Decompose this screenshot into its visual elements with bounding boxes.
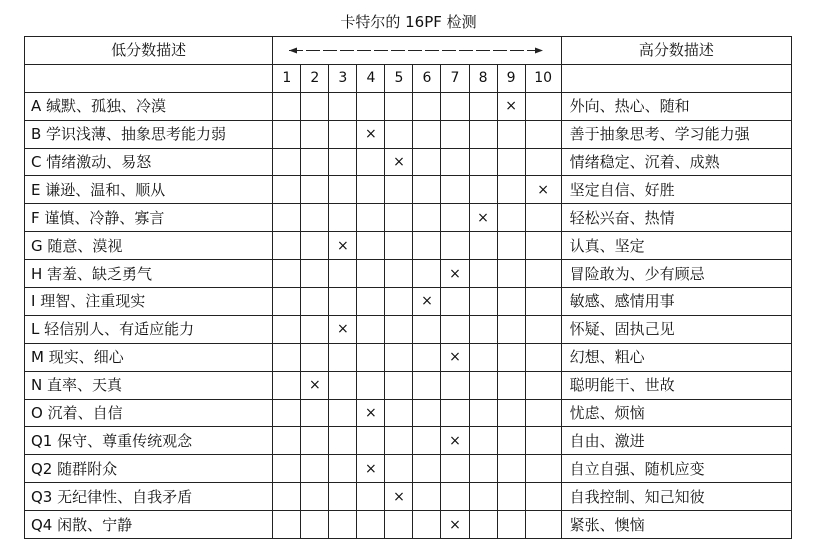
score-cell	[301, 511, 329, 539]
score-cell	[301, 148, 329, 176]
score-cell	[441, 315, 469, 343]
score-cell	[273, 148, 301, 176]
score-cell	[385, 455, 413, 483]
score-mark: ×	[441, 260, 469, 288]
score-cell	[441, 455, 469, 483]
score-cell	[273, 232, 301, 260]
score-cell	[525, 343, 561, 371]
factor-row	[25, 232, 792, 260]
low-score-description: I 理智、注重现实	[25, 288, 273, 316]
score-cell	[413, 511, 441, 539]
score-cell	[301, 288, 329, 316]
score-cell	[273, 399, 301, 427]
score-cell	[385, 427, 413, 455]
score-cell	[441, 483, 469, 511]
low-score-description: Q4 闲散、宁静	[25, 511, 273, 539]
score-cell	[525, 232, 561, 260]
score-cell	[469, 427, 497, 455]
score-cell	[497, 232, 525, 260]
high-score-description: 认真、坚定	[561, 232, 791, 260]
factor-row	[25, 511, 792, 539]
score-cell	[273, 204, 301, 232]
score-mark: ×	[357, 120, 385, 148]
high-score-description: 聪明能干、世故	[561, 371, 791, 399]
score-cell	[525, 371, 561, 399]
score-cell	[469, 371, 497, 399]
score-mark: ×	[497, 92, 525, 120]
score-cell	[497, 511, 525, 539]
high-score-description: 自由、激进	[561, 427, 791, 455]
score-cell	[273, 260, 301, 288]
high-score-description: 敏感、感情用事	[561, 288, 791, 316]
scale-number: 7	[441, 64, 469, 92]
score-cell	[525, 315, 561, 343]
score-cell	[273, 92, 301, 120]
score-cell	[525, 455, 561, 483]
score-mark: ×	[441, 511, 469, 539]
high-score-description: 怀疑、固执己见	[561, 315, 791, 343]
low-score-description: G 随意、漠视	[25, 232, 273, 260]
score-cell	[385, 204, 413, 232]
score-cell	[329, 511, 357, 539]
score-cell	[497, 399, 525, 427]
scale-number: 6	[413, 64, 441, 92]
score-cell	[441, 92, 469, 120]
low-score-description: L 轻信别人、有适应能力	[25, 315, 273, 343]
scale-number: 5	[385, 64, 413, 92]
score-cell	[441, 148, 469, 176]
score-cell	[441, 176, 469, 204]
score-cell	[385, 176, 413, 204]
score-cell	[497, 120, 525, 148]
score-cell	[441, 232, 469, 260]
score-cell	[413, 204, 441, 232]
high-score-description: 坚定自信、好胜	[561, 176, 791, 204]
factor-row	[25, 120, 792, 148]
score-cell	[385, 511, 413, 539]
score-cell	[273, 315, 301, 343]
high-score-description: 紧张、懊恼	[561, 511, 791, 539]
low-score-description: B 学识浅薄、抽象思考能力弱	[25, 120, 273, 148]
score-cell	[329, 371, 357, 399]
low-score-description: Q2 随群附众	[25, 455, 273, 483]
factor-row	[25, 176, 792, 204]
low-score-description: A 缄默、孤独、冷漠	[25, 92, 273, 120]
low-score-description: E 谦逊、温和、顺从	[25, 176, 273, 204]
score-mark: ×	[357, 399, 385, 427]
score-cell	[441, 120, 469, 148]
score-cell	[273, 511, 301, 539]
high-score-description: 自立自强、随机应变	[561, 455, 791, 483]
high-score-description: 轻松兴奋、热情	[561, 204, 791, 232]
high-score-description: 自我控制、知己知彼	[561, 483, 791, 511]
factor-row	[25, 148, 792, 176]
score-cell	[301, 483, 329, 511]
high-score-description: 善于抽象思考、学习能力强	[561, 120, 791, 148]
score-cell	[329, 204, 357, 232]
score-cell	[301, 455, 329, 483]
score-cell	[413, 232, 441, 260]
score-cell	[413, 148, 441, 176]
score-cell	[329, 148, 357, 176]
page-title: 卡特尔的 16PF 检测	[340, 13, 477, 31]
score-cell	[413, 260, 441, 288]
score-cell	[357, 288, 385, 316]
score-cell	[441, 204, 469, 232]
header-row	[25, 37, 792, 65]
score-mark: ×	[357, 455, 385, 483]
score-cell	[469, 288, 497, 316]
16pf-table	[24, 36, 792, 539]
score-cell	[469, 232, 497, 260]
score-cell	[329, 260, 357, 288]
scale-number: 3	[329, 64, 357, 92]
score-cell	[469, 483, 497, 511]
score-cell	[525, 148, 561, 176]
score-cell	[357, 232, 385, 260]
score-cell	[357, 511, 385, 539]
score-cell	[357, 343, 385, 371]
score-cell	[525, 92, 561, 120]
low-score-description: H 害羞、缺乏勇气	[25, 260, 273, 288]
score-cell	[301, 120, 329, 148]
score-cell	[385, 288, 413, 316]
score-cell	[385, 343, 413, 371]
score-cell	[469, 343, 497, 371]
score-cell	[273, 176, 301, 204]
score-cell	[385, 232, 413, 260]
score-cell	[469, 120, 497, 148]
score-cell	[301, 399, 329, 427]
score-cell	[525, 483, 561, 511]
score-cell	[497, 176, 525, 204]
score-cell	[301, 343, 329, 371]
score-cell	[497, 204, 525, 232]
score-mark: ×	[441, 343, 469, 371]
factor-row	[25, 260, 792, 288]
score-cell	[301, 315, 329, 343]
score-cell	[525, 204, 561, 232]
score-cell	[413, 315, 441, 343]
score-mark: ×	[329, 232, 357, 260]
score-cell	[385, 92, 413, 120]
low-score-header: 低分数描述	[25, 37, 273, 65]
score-cell	[329, 176, 357, 204]
score-cell	[497, 455, 525, 483]
score-cell	[301, 427, 329, 455]
low-score-description: M 现实、细心	[25, 343, 273, 371]
score-cell	[469, 176, 497, 204]
score-cell	[525, 511, 561, 539]
score-cell	[469, 260, 497, 288]
scale-number: 4	[357, 64, 385, 92]
score-cell	[413, 483, 441, 511]
score-cell	[469, 315, 497, 343]
score-cell	[357, 148, 385, 176]
score-cell	[413, 120, 441, 148]
low-score-description: F 谨慎、冷静、寡言	[25, 204, 273, 232]
score-cell	[497, 288, 525, 316]
score-cell	[357, 204, 385, 232]
score-cell	[357, 371, 385, 399]
score-cell	[413, 343, 441, 371]
factor-row	[25, 204, 792, 232]
score-cell	[329, 483, 357, 511]
score-cell	[385, 399, 413, 427]
score-mark: ×	[441, 427, 469, 455]
score-cell	[469, 455, 497, 483]
high-score-description: 外向、热心、随和	[561, 92, 791, 120]
score-cell	[497, 371, 525, 399]
score-cell	[441, 399, 469, 427]
score-cell	[441, 288, 469, 316]
score-cell	[469, 148, 497, 176]
high-score-description: 冒险敢为、少有顾忌	[561, 260, 791, 288]
score-cell	[273, 288, 301, 316]
score-cell	[329, 120, 357, 148]
scale-number: 2	[301, 64, 329, 92]
high-score-header: 高分数描述	[561, 37, 791, 65]
factor-row	[25, 455, 792, 483]
factor-row	[25, 371, 792, 399]
factor-row	[25, 483, 792, 511]
score-cell	[497, 260, 525, 288]
factor-row	[25, 399, 792, 427]
high-score-description: 忧虑、烦恼	[561, 399, 791, 427]
score-cell	[413, 92, 441, 120]
score-cell	[497, 315, 525, 343]
score-cell	[273, 343, 301, 371]
score-cell	[497, 343, 525, 371]
score-cell	[329, 288, 357, 316]
factor-row	[25, 315, 792, 343]
score-cell	[385, 315, 413, 343]
score-mark: ×	[385, 483, 413, 511]
double-arrow-icon	[273, 37, 561, 64]
score-cell	[357, 315, 385, 343]
scale-number: 9	[497, 64, 525, 92]
score-cell	[273, 120, 301, 148]
score-cell	[357, 260, 385, 288]
score-cell	[273, 455, 301, 483]
score-cell	[273, 371, 301, 399]
score-mark: ×	[301, 371, 329, 399]
score-cell	[273, 483, 301, 511]
low-score-description: C 情绪激动、易怒	[25, 148, 273, 176]
score-cell	[525, 288, 561, 316]
score-cell	[357, 483, 385, 511]
score-cell	[413, 176, 441, 204]
score-cell	[385, 260, 413, 288]
scale-number: 1	[273, 64, 301, 92]
empty-cell	[561, 64, 791, 92]
factor-row	[25, 427, 792, 455]
score-cell	[413, 399, 441, 427]
score-cell	[357, 427, 385, 455]
score-cell	[301, 204, 329, 232]
factor-row	[25, 288, 792, 316]
score-mark: ×	[329, 315, 357, 343]
low-score-description: Q3 无纪律性、自我矛盾	[25, 483, 273, 511]
score-cell	[357, 176, 385, 204]
scale-arrow	[273, 37, 561, 65]
score-cell	[497, 148, 525, 176]
score-mark: ×	[413, 288, 441, 316]
score-cell	[329, 427, 357, 455]
score-cell	[497, 483, 525, 511]
score-cell	[329, 343, 357, 371]
score-cell	[525, 427, 561, 455]
high-score-description: 幻想、粗心	[561, 343, 791, 371]
score-cell	[329, 92, 357, 120]
score-cell	[329, 399, 357, 427]
score-cell	[525, 260, 561, 288]
score-cell	[469, 92, 497, 120]
empty-cell	[25, 64, 273, 92]
high-score-description: 情绪稳定、沉着、成熟	[561, 148, 791, 176]
scale-row	[25, 64, 792, 92]
factor-row	[25, 92, 792, 120]
score-cell	[385, 371, 413, 399]
low-score-description: Q1 保守、尊重传统观念	[25, 427, 273, 455]
low-score-description: O 沉着、自信	[25, 399, 273, 427]
score-cell	[469, 511, 497, 539]
score-mark: ×	[469, 204, 497, 232]
score-cell	[301, 92, 329, 120]
score-cell	[273, 427, 301, 455]
scale-number: 10	[525, 64, 561, 92]
factor-row	[25, 343, 792, 371]
score-cell	[525, 120, 561, 148]
score-cell	[385, 120, 413, 148]
score-cell	[441, 371, 469, 399]
score-mark: ×	[525, 176, 561, 204]
low-score-description: N 直率、天真	[25, 371, 273, 399]
score-cell	[469, 399, 497, 427]
score-cell	[301, 232, 329, 260]
scale-number: 8	[469, 64, 497, 92]
score-cell	[525, 399, 561, 427]
score-cell	[357, 92, 385, 120]
score-mark: ×	[385, 148, 413, 176]
score-cell	[301, 260, 329, 288]
score-cell	[301, 176, 329, 204]
score-cell	[413, 371, 441, 399]
score-cell	[413, 427, 441, 455]
score-cell	[413, 455, 441, 483]
score-cell	[329, 455, 357, 483]
score-cell	[497, 427, 525, 455]
